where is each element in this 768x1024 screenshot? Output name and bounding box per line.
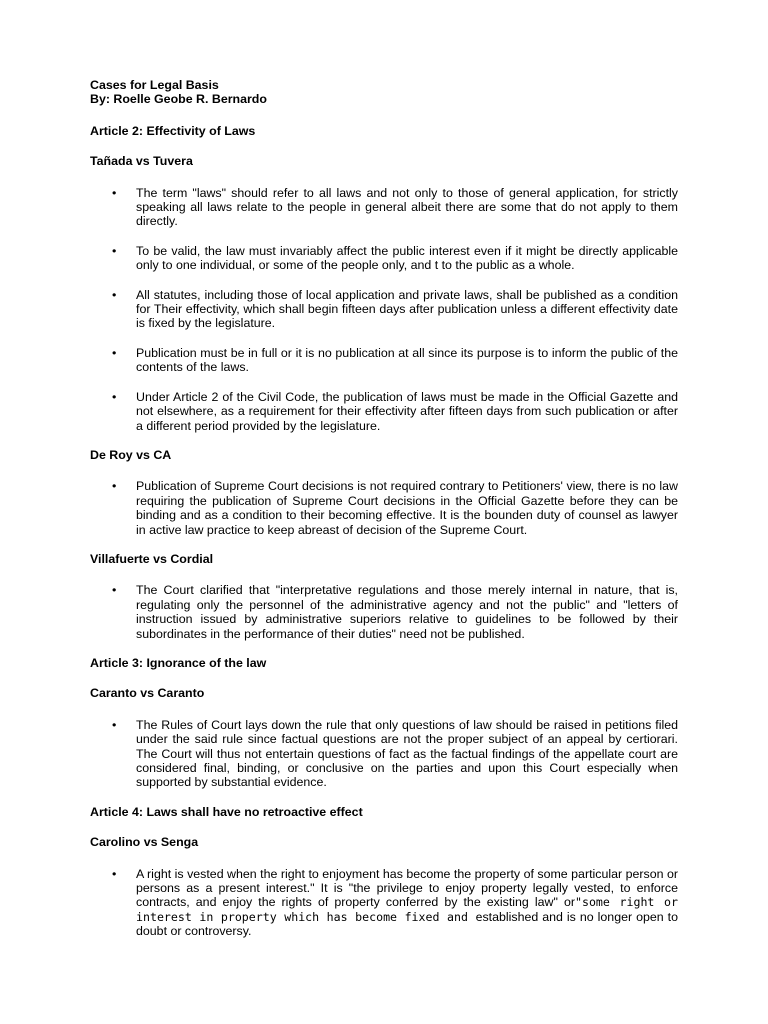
bullet-list: [90, 583, 678, 641]
bullet-icon: •: [112, 185, 117, 200]
list-item-text-tail: stablished and is no longer open to doubt or controversy.: [136, 909, 678, 939]
list-item-text: Publication of Supreme Court decisions is not required contrary to Petitioners' view, there is no law requiring the publication of Supreme Court decisions in the Official Gazette before they can be binding and as a condition to their becoming effective. It is the bounden duty of counsel as lawyer in active law practice to keep abreast of decision of the Supreme Court.: [136, 479, 678, 537]
bullet-icon: •: [112, 866, 117, 881]
case-heading: Caranto vs Caranto: [90, 686, 205, 701]
document-page: [90, 78, 678, 939]
bullet-icon: •: [112, 479, 117, 494]
bullet-icon: •: [112, 345, 117, 360]
list-item-text: To be valid, the law must invariably affect the public interest even if it might be directly applicable only to one individual, or some of the people only, and t to the public as a whole.: [136, 243, 678, 273]
list-item-text: A right is vested when the right to enjoyment has become the property of some particular person or persons as a present interest." It is "the privilege to enjoy property legally vested, to enforce contracts, and enjoy the rights of property conferred by the existing law" or: [136, 866, 678, 910]
list-item-text: Under Article 2 of the Civil Code, the publication of laws must be made in the Official Gazette and not elsewhere, as a requirement for their effectivity after fifteen days from such publication or after a different period provided by the legislature.: [136, 389, 678, 433]
bullet-icon: •: [112, 389, 117, 404]
case-heading: Villafuerte vs Cordial: [90, 551, 214, 566]
list-item: [90, 390, 678, 433]
list-item: [90, 288, 678, 331]
list-item: [90, 867, 678, 939]
list-item: [90, 346, 678, 375]
article-heading: Article 3: Ignorance of the law: [90, 655, 267, 670]
bullet-icon: •: [112, 287, 117, 302]
bullet-icon: •: [112, 583, 117, 598]
list-item-text-mono: "some right or interest in property which has become fixed and e: [136, 895, 678, 924]
bullet-list: [90, 718, 678, 790]
list-item: [90, 479, 678, 537]
article-heading: Article 2: Effectivity of Laws: [90, 123, 256, 138]
document-title: Cases for Legal Basis: [90, 78, 219, 92]
bullet-list: [90, 186, 678, 433]
bullet-list: [90, 867, 678, 939]
case-heading: Carolino vs Senga: [90, 835, 199, 850]
case-heading: Tañada vs Tuvera: [90, 154, 193, 169]
list-item-text: The Rules of Court lays down the rule that only questions of law should be raised in petitions filed under the said rule since factual questions are not the proper subject of an appeal by certiorari. The Court will thus not entertain questions of fact as the factual findings of the appellate court are considered final, binding, or conclusive on the parties and upon this Court especially when supported by substantial evidence.: [136, 717, 678, 790]
list-item-text: The term "laws" should refer to all laws and not only to those of general application, for strictly speaking all laws relate to the people in general albeit there are some that do not apply to them directly.: [136, 185, 678, 229]
list-item: [90, 583, 678, 641]
bullet-icon: •: [112, 243, 117, 258]
list-item-text: The Court clarified that "interpretative regulations and those merely internal in nature, that is, regulating only the personnel of the administrative agency and not the public" and "letters of instruction issued by administrative superiors relative to guidelines to be followed by their subordinates in the performance of their duties" need not be published.: [136, 583, 678, 641]
case-heading: De Roy vs CA: [90, 447, 172, 462]
list-item: [90, 718, 678, 790]
list-item-text: All statutes, including those of local application and private laws, shall be published as a condition for Their effectivity, which shall begin fifteen days after publication unless a different effectivity date is fixed by the legislature.: [136, 287, 678, 331]
document-author: By: Roelle Geobe R. Bernardo: [90, 92, 267, 107]
bullet-icon: •: [112, 717, 117, 732]
list-item: [90, 244, 678, 273]
list-item: [90, 186, 678, 229]
list-item-text: Publication must be in full or it is no publication at all since its purpose is to inform the public of the contents of the laws.: [136, 345, 678, 375]
bullet-list: [90, 479, 678, 537]
article-heading: Article 4: Laws shall have no retroactive effect: [90, 804, 363, 819]
